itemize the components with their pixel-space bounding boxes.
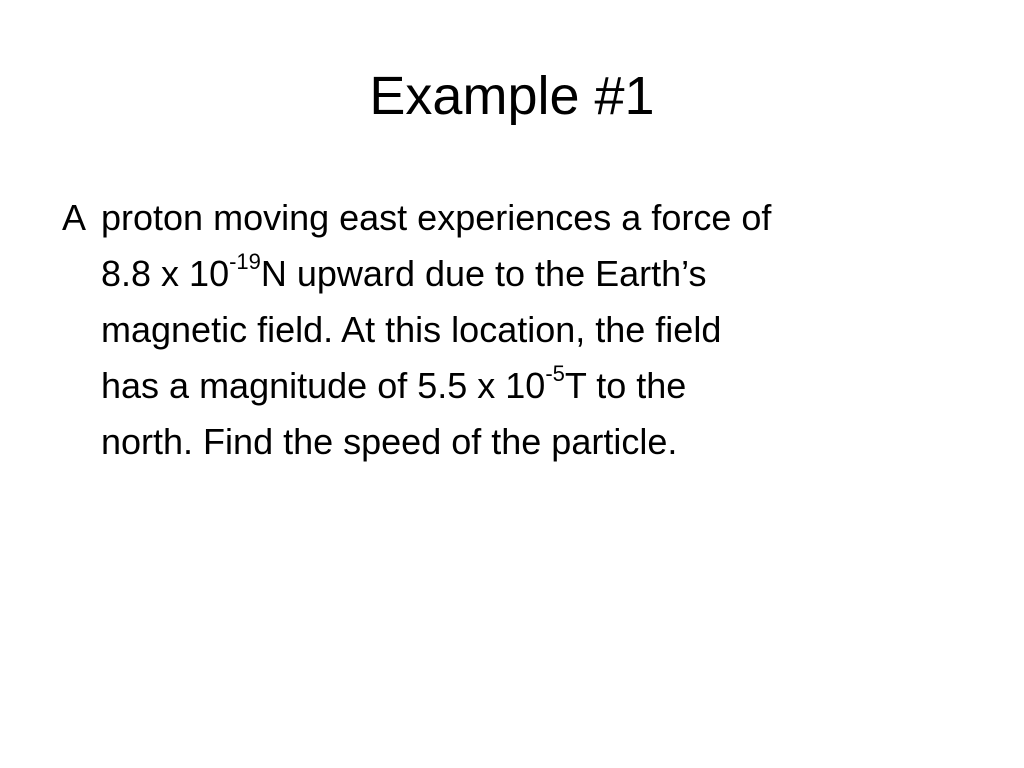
- problem-line-3: [62, 302, 962, 358]
- problem-line-5: [62, 414, 962, 470]
- problem-text-2: N upward due to the Earth’s: [260, 253, 707, 294]
- problem-statement: [62, 190, 962, 470]
- field-magnitude: has a magnitude of 5.5 x 10: [101, 365, 546, 406]
- force-value: 8.8 x 10: [101, 253, 230, 294]
- problem-line-4: [62, 358, 962, 414]
- problem-text-1: proton moving east experiences a force of: [101, 197, 772, 238]
- bullet-marker: A: [62, 197, 87, 238]
- slide-title: Example #1: [369, 66, 655, 126]
- problem-text-3: magnetic field. At this location, the field: [101, 309, 722, 350]
- problem-text-4: T to the: [564, 365, 687, 406]
- problem-line-1: [62, 190, 962, 246]
- force-exponent: -19: [229, 249, 261, 274]
- problem-text-5: north. Find the speed of the particle.: [101, 421, 678, 462]
- problem-line-2: [62, 246, 962, 302]
- field-exponent: -5: [545, 361, 565, 386]
